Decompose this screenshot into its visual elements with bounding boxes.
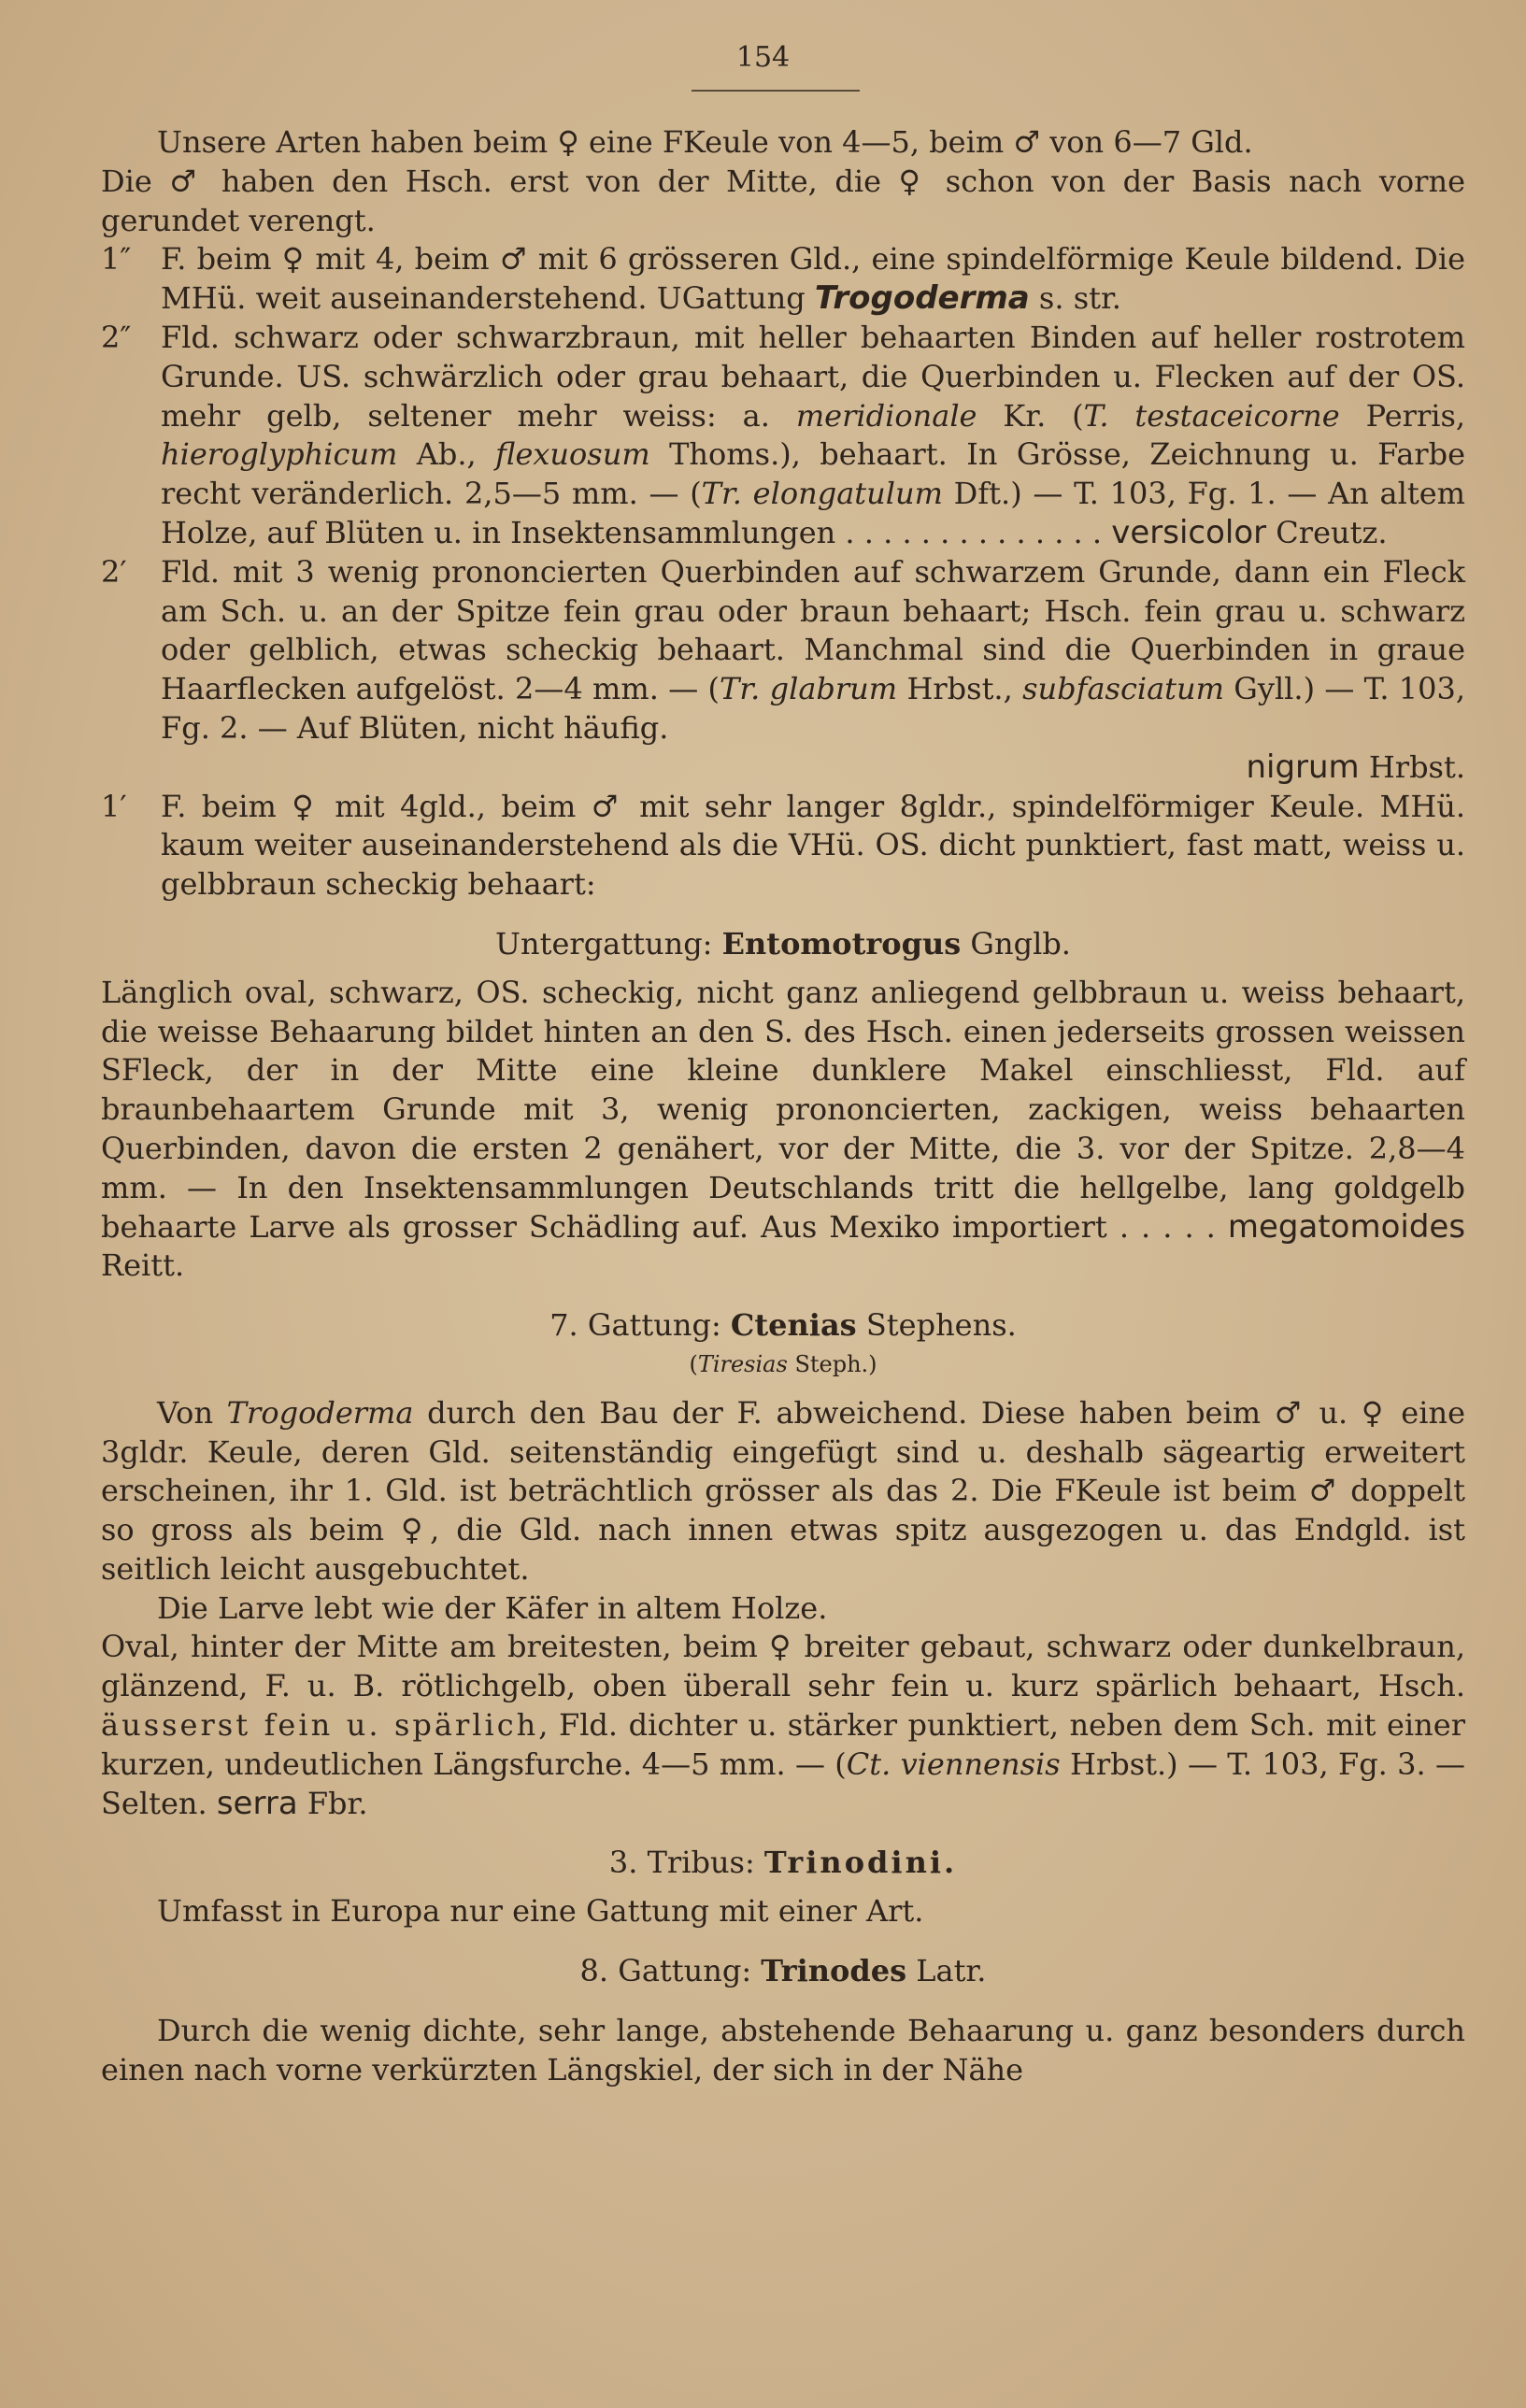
synonym-name: Ct. viennensis	[846, 1745, 1061, 1782]
heading-label: 8. Gattung:	[579, 1953, 752, 1989]
key-text: F. beim ♀ mit 4gld., beim ♂ mit sehr langer 8gldr., spindelförmiger Keule. MHü. kaum weiter auseinanderstehend als die VHü. OS. dicht punktiert, fast matt, weiss u. gelbbraun scheckig behaart:	[161, 788, 1465, 903]
heading-label: 3. Tribus:	[608, 1845, 755, 1881]
synonym-name: Tiresias	[697, 1350, 788, 1377]
key-text	[161, 553, 1465, 748]
description-body: Länglich oval, schwarz, OS. scheckig, nicht ganz anliegend gelbbraun u. weiss behaart, die weisse Behaarung bildet hinten an den S. des Hsch. einen jederseits grossen weissen SFleck, der in der Mitte eine kleine dunklere Makel einschliesst, Fld. auf braunbehaartem Grunde mit 3, wenig prononcierten, zackigen, weiss behaarten Querbinden, davon die ersten 2 genähert, vor der Mitte, die 3. vor der Spitze. 2,8—4 mm. — In den Insektensammlungen Deutschlands tritt die hellgelbe, lang goldgelb behaarte Larve als grosser Schädling auf. Aus Mexiko importiert	[101, 974, 1465, 1245]
synonym-name: meridionale	[795, 397, 977, 434]
synonym-name: flexuosum	[495, 436, 650, 473]
paragraph-body: Hrbst.) — T. 103, Fg. 3. — Selten.	[101, 1745, 1466, 1821]
synonym-name: Tr. elongatulum	[701, 476, 943, 512]
paragraph-body: Von	[157, 1394, 214, 1431]
leader-dots: . . . . . . . . . . . . . .	[845, 514, 1103, 550]
spaced-emphasis: äusserst fein u. spärlich	[101, 1707, 539, 1744]
genus-reference: Trogoderma	[226, 1394, 414, 1431]
genus-7-synonym	[101, 1346, 1465, 1385]
subgenus-heading	[101, 925, 1465, 964]
synonym-name: subfasciatum	[1022, 671, 1224, 707]
genus-8-heading	[101, 1952, 1465, 1991]
key-entry-2pp	[101, 319, 1465, 553]
paragraph-body: , Fld. dichter u. stärker punktiert, neben dem Sch. mit einer kurzen, undeutlichen Längsfurche. 4—5 mm. — (	[101, 1707, 1466, 1782]
heading-label: 7. Gattung:	[549, 1307, 721, 1344]
heading-author: Gnglb.	[970, 925, 1071, 962]
synonym-author: Steph.)	[794, 1350, 877, 1377]
paren: (	[689, 1350, 698, 1377]
key-entry-1p	[101, 788, 1465, 905]
species-name: versicolor	[1111, 513, 1267, 551]
key-text	[161, 319, 1465, 553]
genus-7-heading	[101, 1306, 1465, 1346]
key-number: 1″	[101, 241, 132, 278]
paragraph-body: Oval, hinter der Mitte am breitesten, beim ♀ breiter gebaut, schwarz oder dunkelbraun, glänzend, F. u. B. rötlichgelb, oben überall sehr fein u. kurz spärlich behaart, Hsch.	[101, 1629, 1465, 1704]
species-name: megatomoides	[1227, 1207, 1466, 1246]
intro-line-1: Unsere Arten haben beim ♀ eine FKeule von 4—5, beim ♂ von 6—7 Gld.	[157, 124, 1253, 160]
tribus-description: Umfasst in Europa nur eine Gattung mit einer Art.	[157, 1893, 924, 1930]
key-body: F. beim ♀ mit 4, beim ♂ mit 6 grösseren Gld., eine spindelförmige Keule bildend. Die MHü. weit auseinanderstehend. UGattung	[161, 241, 1465, 317]
intro-line-2: Die ♂ haben den Hsch. erst von der Mitte, die ♀ schon von der Basis nach vorne gerundet verengt.	[101, 163, 1465, 238]
key-text	[161, 240, 1465, 319]
key-body: Thoms.), behaart. In Grösse, Zeichnung u. Farbe recht veränderlich. 2,5—5 mm. — (	[161, 436, 1466, 512]
genus-name: Ctenias	[730, 1307, 857, 1344]
key-entry-1pp	[101, 240, 1465, 319]
key-body: Dft.) — T. 103, Fg. 1. — An altem Holze, auf Blüten u. in Insektensammlungen	[161, 476, 1466, 550]
key-number: 2′	[101, 553, 127, 590]
genus-name: Trinodes	[761, 1953, 907, 1989]
ctenias-paragraph-2: Die Larve lebt wie der Käfer in altem Holze.	[157, 1589, 828, 1626]
synonym-name: Tr. glabrum	[720, 671, 898, 707]
key-body: Fld. schwarz oder schwarzbraun, mit heller behaarten Binden auf heller rostrotem Grunde. US. schwärzlich oder grau behaart, die Querbinden u. Flecken auf der OS. mehr gelb, seltener mehr weiss: a.	[161, 319, 1465, 434]
ctenias-paragraph-1	[101, 1394, 1465, 1589]
species-author: Fbr.	[307, 1785, 368, 1821]
key-body: Fld. mit 3 wenig prononcierten Querbinden auf schwarzem Grunde, dann ein Fleck am Sch. u. an der Spitze fein grau oder braun behaart; Hsch. fein grau u. schwarz oder gelblich, etwas scheckig behaart. Manchmal sind die Querbinden in graue Haarflecken aufgelöst. 2—4 mm. — (	[161, 553, 1465, 707]
key-body: Gyll.) — T. 103, Fg. 2. — Auf Blüten, nicht häufig.	[161, 671, 1466, 746]
page-number-rule	[692, 90, 860, 92]
key-number: 2″	[101, 319, 132, 355]
key-block	[161, 553, 1465, 788]
heading-label: Untergattung:	[495, 925, 713, 962]
species-author: Reitt.	[101, 1247, 185, 1284]
species-author: Creutz.	[1276, 514, 1388, 550]
ctenias-paragraph-3	[101, 1628, 1465, 1823]
species-author: Hrbst.	[1368, 748, 1465, 785]
subgenus-name: Entomotrogus	[721, 925, 962, 962]
genus-name: Trogoderma	[814, 279, 1030, 318]
key-number: 1′	[101, 788, 127, 824]
page-number: 154	[735, 41, 791, 74]
trinodes-paragraph: Durch die wenig dichte, sehr lange, abstehende Behaarung u. ganz besonders durch einen nach vorne verkürzten Längskiel, der sich in der Nähe	[101, 2012, 1465, 2087]
genus-suffix: s. str.	[1038, 280, 1121, 317]
heading-author: Latr.	[916, 1953, 987, 1989]
paragraph-body: durch den Bau der F. abweichend. Diese haben beim ♂ u. ♀ eine 3gldr. Keule, deren Gld. seitenständig eingefügt sind u. deshalb sägeartig erweitert erscheinen, ihr 1. Gld. ist beträchtlich grösser als das 2. Die FKeule ist beim ♂ doppelt so gross als beim ♀, die Gld. nach innen etwas spitz ausgezogen u. das Endgld. ist seitlich leicht ausgebuchtet.	[101, 1394, 1466, 1587]
tribus-name: Trinodini.	[763, 1845, 958, 1881]
key-body: Ab.,	[416, 436, 477, 473]
species-name: nigrum	[1246, 748, 1360, 786]
heading-author: Stephens.	[865, 1307, 1017, 1344]
key-body: Perris,	[1365, 397, 1466, 434]
synonym-name: hieroglyphicum	[161, 436, 398, 473]
species-line	[161, 748, 1465, 788]
leader-dots: . . . . .	[1119, 1208, 1216, 1245]
key-body: Kr. (	[1003, 397, 1084, 434]
entomotrogus-description	[101, 974, 1465, 1286]
synonym-name: T. testaceicorne	[1083, 397, 1340, 434]
species-name: serra	[216, 1784, 298, 1822]
tribus-heading	[101, 1844, 1465, 1883]
page-text	[101, 123, 1465, 2089]
key-entry-2p	[101, 553, 1465, 788]
key-body: Hrbst.,	[906, 671, 1013, 707]
